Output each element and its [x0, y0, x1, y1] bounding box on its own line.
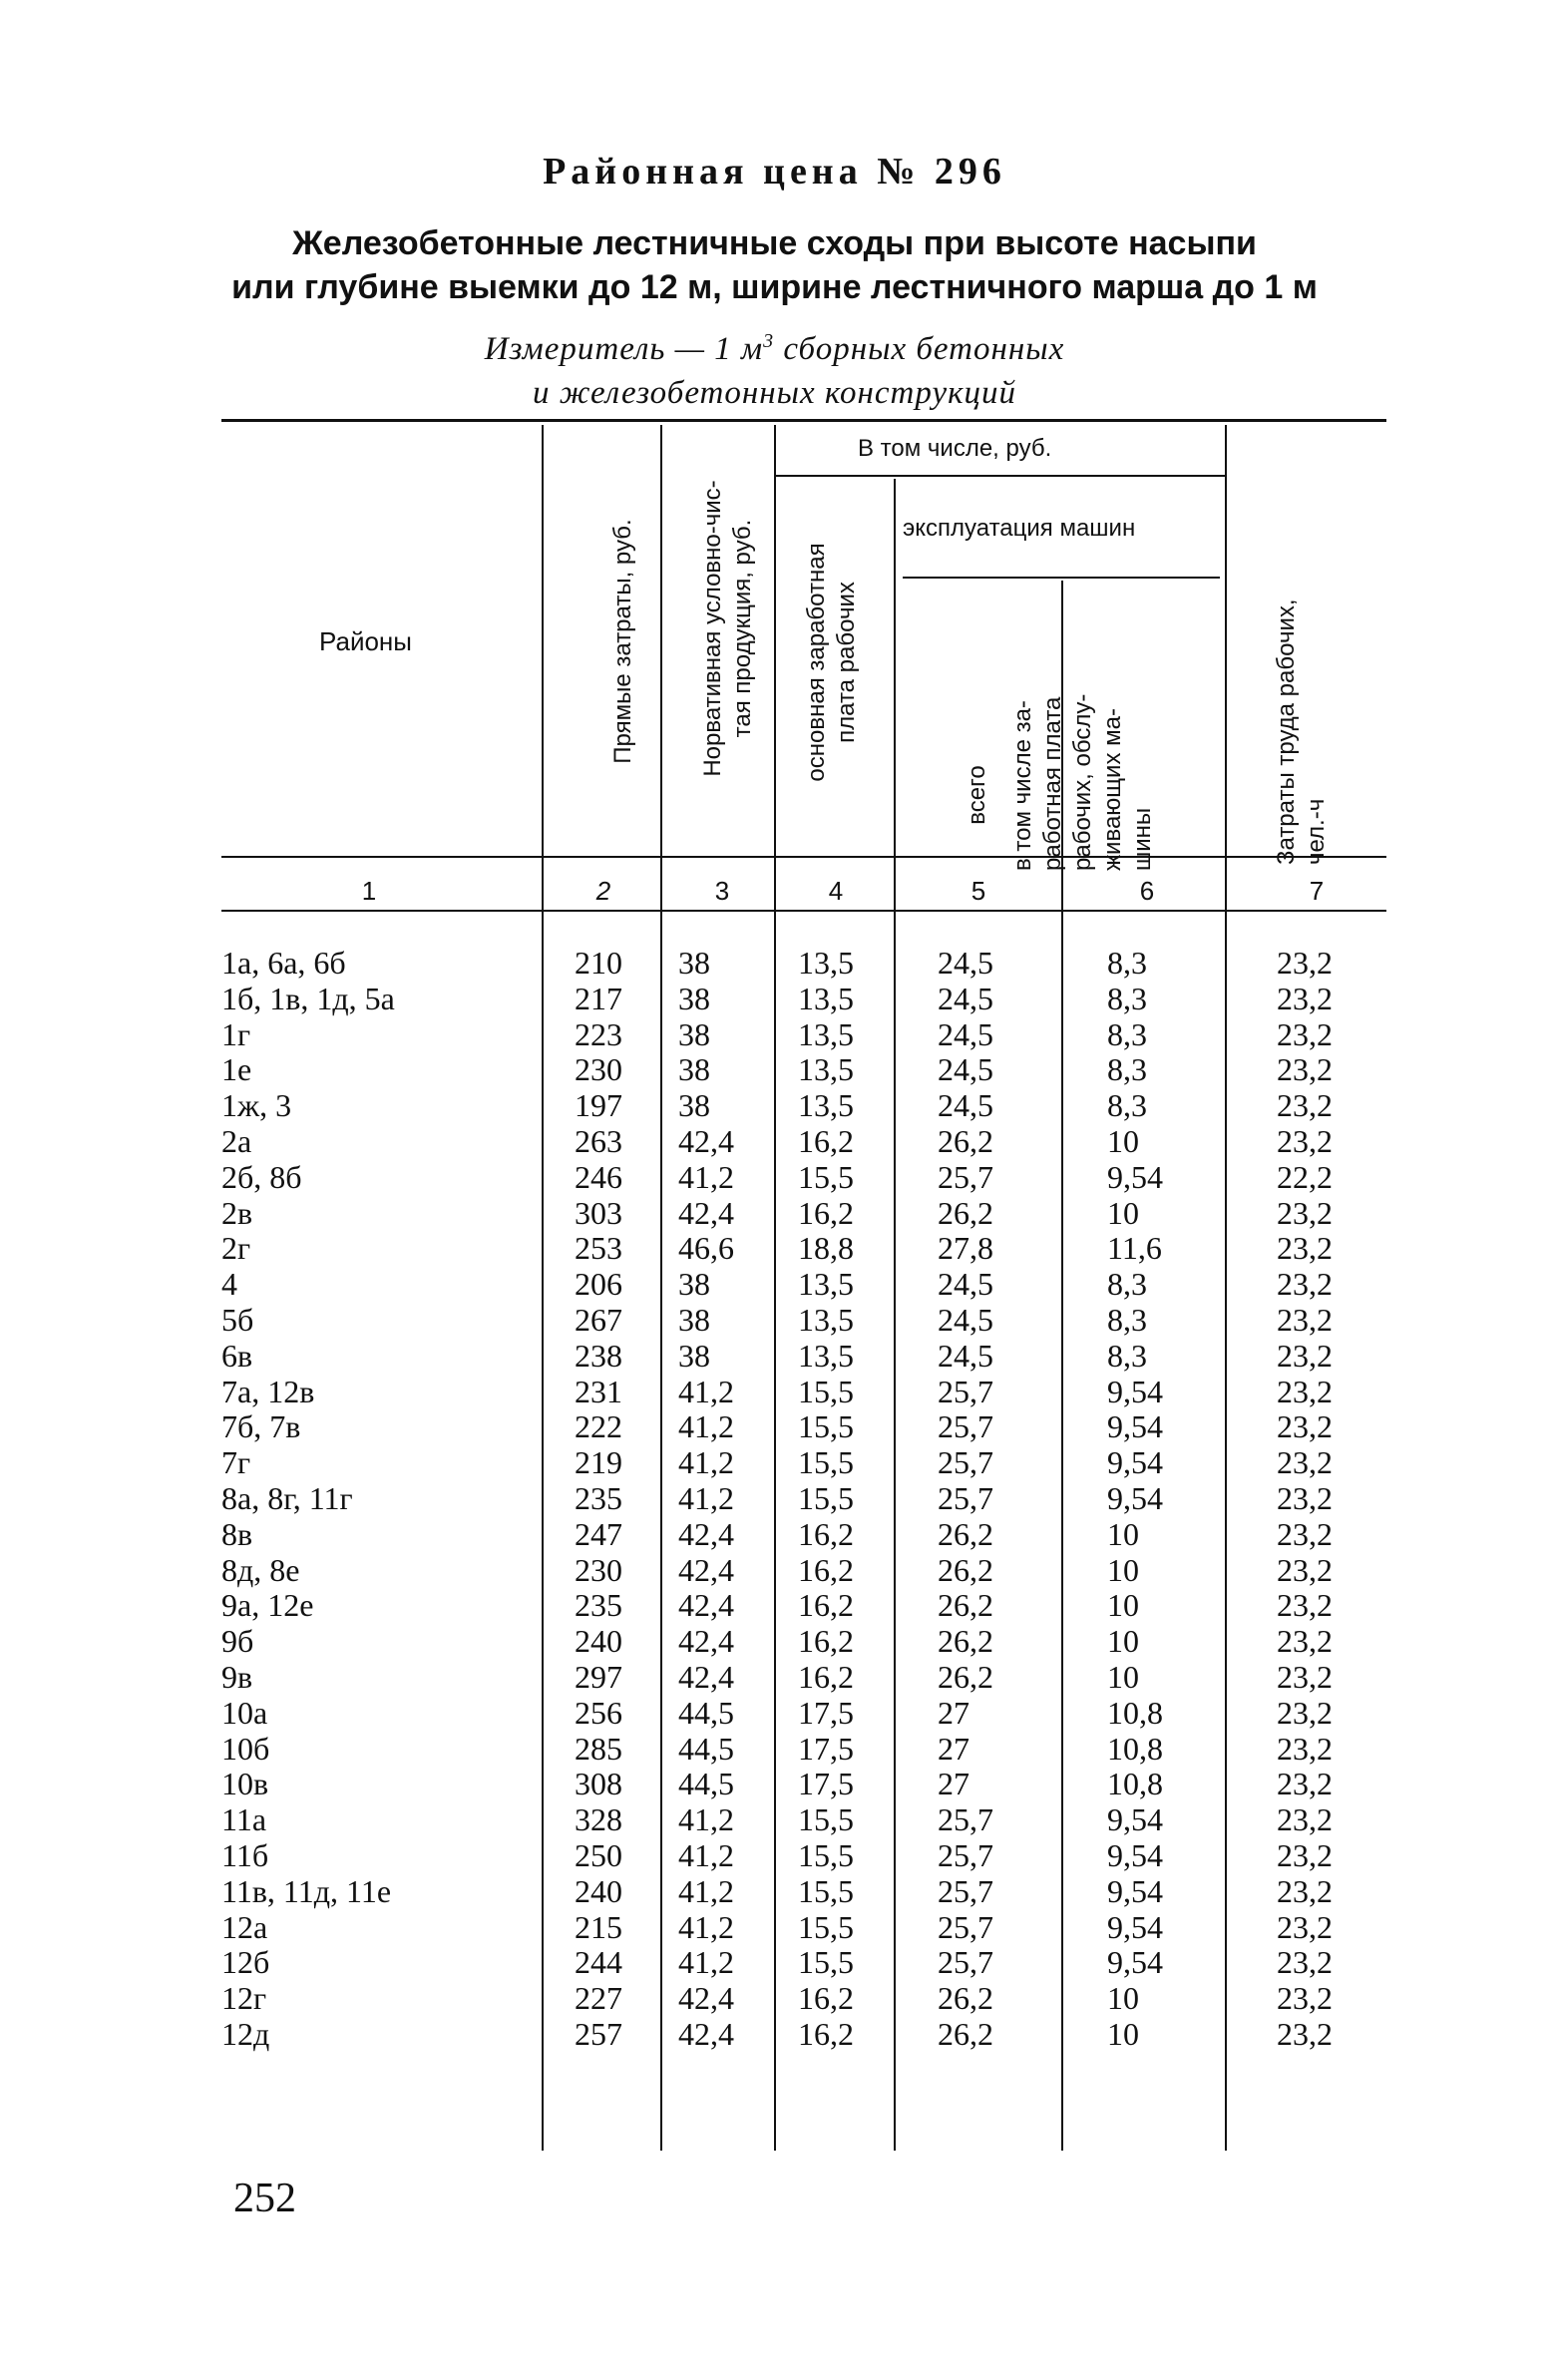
column-number: 4: [828, 876, 844, 906]
header-machine-ops: эксплуатация машин: [903, 515, 1136, 542]
value-cell: 247: [575, 1515, 622, 1552]
table-row: [0, 1445, 1549, 1481]
value-cell: 10,8: [1107, 1766, 1163, 1802]
value-cell: 38: [678, 1051, 710, 1088]
value-cell: 25,7: [938, 1944, 993, 1981]
value-cell: 23,2: [1277, 1944, 1333, 1981]
value-cell: 9,54: [1107, 1836, 1163, 1873]
district-cell: 2в: [221, 1194, 253, 1231]
value-cell: 308: [575, 1766, 622, 1802]
header-base-wage-line: плата рабочих: [833, 582, 860, 743]
district-cell: 11б: [221, 1836, 269, 1873]
district-cell: 4: [221, 1266, 237, 1303]
table-row: [0, 1303, 1549, 1339]
value-cell: 38: [678, 1301, 710, 1338]
district-cell: 1а, 6а, 6б: [221, 945, 346, 981]
value-cell: 23,2: [1277, 2015, 1333, 2052]
meter-superscript: 3: [763, 330, 775, 352]
value-cell: 13,5: [798, 945, 854, 981]
district-cell: 12г: [221, 1980, 267, 2017]
table-row: [0, 946, 1549, 982]
value-cell: 23,2: [1277, 1730, 1333, 1767]
table-row: [0, 1553, 1549, 1589]
value-cell: 9,54: [1107, 1373, 1163, 1409]
district-cell: 12б: [221, 1944, 270, 1981]
value-cell: 22,2: [1277, 1158, 1333, 1195]
value-cell: 41,2: [678, 1908, 734, 1945]
column-number: 7: [1309, 876, 1325, 906]
district-cell: 7г: [221, 1444, 251, 1481]
value-cell: 13,5: [798, 1087, 854, 1124]
value-cell: 235: [575, 1479, 622, 1516]
value-cell: 285: [575, 1730, 622, 1767]
meter-prefix: Измеритель — 1 м: [484, 331, 764, 367]
value-cell: 23,2: [1277, 1836, 1333, 1873]
table-body: [0, 946, 1549, 2053]
header-districts: Районы: [319, 626, 412, 656]
value-cell: 23,2: [1277, 1051, 1333, 1088]
district-cell: 5б: [221, 1301, 254, 1338]
value-cell: 253: [575, 1230, 622, 1267]
value-cell: 16,2: [798, 1515, 854, 1552]
value-cell: 23,2: [1277, 1087, 1333, 1124]
table-row: [0, 1017, 1549, 1053]
header-labor-line: чел.-ч: [1303, 798, 1330, 865]
district-cell: 11в, 11д, 11е: [221, 1872, 392, 1909]
table-row: [0, 1838, 1549, 1874]
value-cell: 15,5: [798, 1836, 854, 1873]
header-base-wage-line: основная заработная: [803, 543, 830, 782]
value-cell: 24,5: [938, 1266, 993, 1303]
column-number: 6: [1139, 876, 1155, 906]
value-cell: 230: [575, 1051, 622, 1088]
value-cell: 16,2: [798, 1980, 854, 2017]
value-cell: 9,54: [1107, 1479, 1163, 1516]
value-cell: 15,5: [798, 1479, 854, 1516]
value-cell: 206: [575, 1266, 622, 1303]
district-cell: 1б, 1в, 1д, 5а: [221, 980, 395, 1016]
value-cell: 244: [575, 1944, 622, 1981]
value-cell: 23,2: [1277, 1980, 1333, 2017]
value-cell: 23,2: [1277, 1337, 1333, 1374]
value-cell: 44,5: [678, 1730, 734, 1767]
page-title: Районная цена № 296: [543, 151, 1006, 193]
value-cell: 23,2: [1277, 1515, 1333, 1552]
header-incl-wage-line: рабочих, обслу-: [1069, 693, 1096, 871]
table-row: [0, 1874, 1549, 1910]
value-cell: 15,5: [798, 1158, 854, 1195]
value-cell: 13,5: [798, 1015, 854, 1052]
value-cell: 238: [575, 1337, 622, 1374]
value-cell: 15,5: [798, 1408, 854, 1445]
header-bottom-rule: [221, 856, 1386, 858]
value-cell: 10: [1107, 1623, 1139, 1660]
value-cell: 38: [678, 945, 710, 981]
value-cell: 38: [678, 1266, 710, 1303]
value-cell: 11,6: [1107, 1230, 1162, 1267]
value-cell: 41,2: [678, 1944, 734, 1981]
table-row: [0, 1910, 1549, 1946]
table-row: [0, 1088, 1549, 1124]
value-cell: 15,5: [798, 1444, 854, 1481]
value-cell: 10: [1107, 1551, 1139, 1588]
value-cell: 240: [575, 1872, 622, 1909]
machine-ops-underline: [903, 577, 1220, 579]
table-top-rule: [221, 419, 1386, 422]
column-number: 3: [714, 876, 730, 906]
table-row: [0, 1660, 1549, 1696]
value-cell: 25,7: [938, 1158, 993, 1195]
value-cell: 41,2: [678, 1801, 734, 1838]
value-cell: 23,2: [1277, 1444, 1333, 1481]
value-cell: 10: [1107, 1515, 1139, 1552]
header-normative-line: тая продукция, руб.: [729, 519, 756, 738]
value-cell: 9,54: [1107, 1801, 1163, 1838]
district-cell: 6в: [221, 1337, 253, 1374]
value-cell: 25,7: [938, 1479, 993, 1516]
value-cell: 42,4: [678, 1122, 734, 1159]
table-row: [0, 1339, 1549, 1375]
table-row: [0, 1267, 1549, 1303]
value-cell: 8,3: [1107, 1301, 1147, 1338]
value-cell: 26,2: [938, 1623, 993, 1660]
value-cell: 246: [575, 1158, 622, 1195]
value-cell: 13,5: [798, 1301, 854, 1338]
value-cell: 197: [575, 1087, 622, 1124]
table-row: [0, 1196, 1549, 1232]
value-cell: 23,2: [1277, 1479, 1333, 1516]
value-cell: 10: [1107, 1587, 1139, 1624]
district-cell: 10а: [221, 1694, 268, 1731]
table-row: [0, 1588, 1549, 1624]
value-cell: 23,2: [1277, 1694, 1333, 1731]
value-cell: 15,5: [798, 1872, 854, 1909]
district-cell: 8а, 8г, 11г: [221, 1479, 353, 1516]
value-cell: 26,2: [938, 1122, 993, 1159]
value-cell: 223: [575, 1015, 622, 1052]
value-cell: 230: [575, 1551, 622, 1588]
value-cell: 16,2: [798, 1587, 854, 1624]
subtitle-line: Железобетонные лестничные сходы при высоте насыпи: [292, 224, 1257, 262]
column-number: 1: [361, 876, 377, 906]
value-cell: 23,2: [1277, 1766, 1333, 1802]
value-cell: 23,2: [1277, 1658, 1333, 1695]
value-cell: 215: [575, 1908, 622, 1945]
value-cell: 23,2: [1277, 945, 1333, 981]
value-cell: 38: [678, 1087, 710, 1124]
value-cell: 8,3: [1107, 1051, 1147, 1088]
value-cell: 23,2: [1277, 1194, 1333, 1231]
value-cell: 267: [575, 1301, 622, 1338]
table-row: [0, 1945, 1549, 1981]
value-cell: 10: [1107, 1658, 1139, 1695]
value-cell: 24,5: [938, 1087, 993, 1124]
district-cell: 2г: [221, 1230, 251, 1267]
value-cell: 41,2: [678, 1872, 734, 1909]
district-cell: 10в: [221, 1766, 269, 1802]
value-cell: 17,5: [798, 1694, 854, 1731]
value-cell: 16,2: [798, 1194, 854, 1231]
value-cell: 16,2: [798, 1551, 854, 1588]
district-cell: 8д, 8е: [221, 1551, 300, 1588]
value-cell: 27: [938, 1694, 969, 1731]
value-cell: 15,5: [798, 1373, 854, 1409]
value-cell: 26,2: [938, 1658, 993, 1695]
header-incl-wage-line: в том числе за-: [1009, 700, 1036, 871]
value-cell: 26,2: [938, 1515, 993, 1552]
value-cell: 257: [575, 2015, 622, 2052]
value-cell: 9,54: [1107, 1408, 1163, 1445]
value-cell: 23,2: [1277, 980, 1333, 1016]
value-cell: 26,2: [938, 1980, 993, 2017]
value-cell: 23,2: [1277, 1623, 1333, 1660]
value-cell: 25,7: [938, 1444, 993, 1481]
table-row: [0, 1802, 1549, 1838]
value-cell: 41,2: [678, 1444, 734, 1481]
district-cell: 12а: [221, 1908, 268, 1945]
table-row: [0, 2017, 1549, 2053]
colnum-bottom-rule: [221, 910, 1386, 912]
value-cell: 23,2: [1277, 1122, 1333, 1159]
page-subtitle: [0, 221, 1549, 309]
value-cell: 9,54: [1107, 1158, 1163, 1195]
value-cell: 24,5: [938, 1051, 993, 1088]
value-cell: 16,2: [798, 1122, 854, 1159]
value-cell: 8,3: [1107, 1337, 1147, 1374]
header-incl-wage-line: живающих ма-: [1099, 708, 1126, 871]
subtitle-line: или глубине выемки до 12 м, ширине лестничного марша до 1 м: [231, 268, 1318, 306]
value-cell: 9,54: [1107, 1944, 1163, 1981]
value-cell: 18,8: [798, 1230, 854, 1267]
value-cell: 44,5: [678, 1766, 734, 1802]
value-cell: 231: [575, 1373, 622, 1409]
value-cell: 38: [678, 980, 710, 1016]
including-underline: [774, 475, 1225, 477]
value-cell: 27: [938, 1730, 969, 1767]
header-total: всего: [964, 765, 990, 825]
table-row: [0, 1124, 1549, 1160]
table-row: [0, 982, 1549, 1017]
value-cell: 328: [575, 1801, 622, 1838]
value-cell: 26,2: [938, 1194, 993, 1231]
meter-rest: сборных бетонных: [774, 331, 1065, 367]
value-cell: 15,5: [798, 1908, 854, 1945]
value-cell: 16,2: [798, 2015, 854, 2052]
district-cell: 8в: [221, 1515, 253, 1552]
value-cell: 15,5: [798, 1801, 854, 1838]
value-cell: 23,2: [1277, 1587, 1333, 1624]
district-cell: 11а: [221, 1801, 267, 1838]
value-cell: 10,8: [1107, 1730, 1163, 1767]
value-cell: 26,2: [938, 1551, 993, 1588]
value-cell: 42,4: [678, 1980, 734, 2017]
value-cell: 23,2: [1277, 1551, 1333, 1588]
header-base-wage: [802, 503, 862, 822]
table-row: [0, 1981, 1549, 2017]
value-cell: 10,8: [1107, 1694, 1163, 1731]
meter-line: и железобетонных конструкций: [532, 375, 1017, 411]
value-cell: 24,5: [938, 1337, 993, 1374]
value-cell: 17,5: [798, 1766, 854, 1802]
value-cell: 42,4: [678, 2015, 734, 2052]
value-cell: 10: [1107, 1980, 1139, 2017]
value-cell: 15,5: [798, 1944, 854, 1981]
header-normative: [698, 439, 758, 818]
district-cell: 9в: [221, 1658, 253, 1695]
district-cell: 12д: [221, 2015, 270, 2052]
value-cell: 10: [1107, 1194, 1139, 1231]
value-cell: 23,2: [1277, 1373, 1333, 1409]
value-cell: 23,2: [1277, 1801, 1333, 1838]
value-cell: 9,54: [1107, 1908, 1163, 1945]
table-row: [0, 1732, 1549, 1768]
column-number: 5: [970, 876, 986, 906]
value-cell: 25,7: [938, 1801, 993, 1838]
value-cell: 42,4: [678, 1551, 734, 1588]
value-cell: 26,2: [938, 1587, 993, 1624]
value-cell: 41,2: [678, 1158, 734, 1195]
value-cell: 17,5: [798, 1730, 854, 1767]
value-cell: 23,2: [1277, 1015, 1333, 1052]
value-cell: 13,5: [798, 980, 854, 1016]
district-cell: 7а, 12в: [221, 1373, 315, 1409]
value-cell: 42,4: [678, 1587, 734, 1624]
value-cell: 41,2: [678, 1836, 734, 1873]
value-cell: 8,3: [1107, 1266, 1147, 1303]
value-cell: 44,5: [678, 1694, 734, 1731]
value-cell: 250: [575, 1836, 622, 1873]
value-cell: 9,54: [1107, 1872, 1163, 1909]
value-cell: 24,5: [938, 1015, 993, 1052]
table-row: [0, 1517, 1549, 1553]
value-cell: 222: [575, 1408, 622, 1445]
value-cell: 8,3: [1107, 945, 1147, 981]
value-cell: 24,5: [938, 1301, 993, 1338]
value-cell: 38: [678, 1337, 710, 1374]
header-labor: [1272, 496, 1332, 865]
column-number: 2: [595, 876, 611, 906]
value-cell: 25,7: [938, 1373, 993, 1409]
header-incl-wage-line: шины: [1129, 807, 1156, 871]
table-row: [0, 1767, 1549, 1802]
value-cell: 240: [575, 1623, 622, 1660]
table-row: [0, 1696, 1549, 1732]
district-cell: 1г: [221, 1015, 251, 1052]
value-cell: 297: [575, 1658, 622, 1695]
value-cell: 41,2: [678, 1479, 734, 1516]
value-cell: 42,4: [678, 1194, 734, 1231]
meter-line: [0, 319, 1549, 371]
value-cell: 8,3: [1107, 1015, 1147, 1052]
district-cell: 2а: [221, 1122, 252, 1159]
value-cell: 16,2: [798, 1658, 854, 1695]
table-row: [0, 1375, 1549, 1410]
value-cell: 13,5: [798, 1266, 854, 1303]
value-cell: 219: [575, 1444, 622, 1481]
value-cell: 13,5: [798, 1337, 854, 1374]
header-direct-costs: Прямые затраты, руб.: [609, 519, 636, 764]
table-row: [0, 1231, 1549, 1267]
value-cell: 23,2: [1277, 1301, 1333, 1338]
value-cell: 42,4: [678, 1623, 734, 1660]
table-row: [0, 1409, 1549, 1445]
district-cell: 7б, 7в: [221, 1408, 301, 1445]
value-cell: 303: [575, 1194, 622, 1231]
value-cell: 41,2: [678, 1408, 734, 1445]
value-cell: 10: [1107, 2015, 1139, 2052]
table-row: [0, 1624, 1549, 1660]
value-cell: 217: [575, 980, 622, 1016]
value-cell: 23,2: [1277, 1408, 1333, 1445]
value-cell: 9,54: [1107, 1444, 1163, 1481]
value-cell: 23,2: [1277, 1266, 1333, 1303]
measurement-unit: [0, 319, 1549, 415]
value-cell: 263: [575, 1122, 622, 1159]
district-cell: 2б, 8б: [221, 1158, 302, 1195]
value-cell: 10: [1107, 1122, 1139, 1159]
value-cell: 23,2: [1277, 1872, 1333, 1909]
value-cell: 23,2: [1277, 1908, 1333, 1945]
header-including: В том числе, руб.: [858, 435, 1052, 462]
value-cell: 25,7: [938, 1872, 993, 1909]
value-cell: 16,2: [798, 1623, 854, 1660]
value-cell: 26,2: [938, 2015, 993, 2052]
district-cell: 1е: [221, 1051, 252, 1088]
page-number: 252: [233, 2176, 296, 2221]
value-cell: 38: [678, 1015, 710, 1052]
value-cell: 23,2: [1277, 1230, 1333, 1267]
header-normative-line: Норвативная условно-чис-: [699, 480, 726, 777]
value-cell: 42,4: [678, 1515, 734, 1552]
table-row: [0, 1052, 1549, 1088]
value-cell: 24,5: [938, 980, 993, 1016]
value-cell: 41,2: [678, 1373, 734, 1409]
district-cell: 9б: [221, 1623, 254, 1660]
value-cell: 227: [575, 1980, 622, 2017]
table-row: [0, 1160, 1549, 1196]
value-cell: 27,8: [938, 1230, 993, 1267]
header-incl-wage-line: работная плата: [1039, 696, 1066, 871]
header-labor-line: Затраты труда рабочих,: [1273, 598, 1300, 865]
value-cell: 235: [575, 1587, 622, 1624]
value-cell: 13,5: [798, 1051, 854, 1088]
district-cell: 1ж, 3: [221, 1087, 292, 1124]
value-cell: 42,4: [678, 1658, 734, 1695]
value-cell: 25,7: [938, 1836, 993, 1873]
value-cell: 25,7: [938, 1908, 993, 1945]
value-cell: 256: [575, 1694, 622, 1731]
table-row: [0, 1481, 1549, 1517]
value-cell: 24,5: [938, 945, 993, 981]
district-cell: 10б: [221, 1730, 270, 1767]
value-cell: 210: [575, 945, 622, 981]
value-cell: 8,3: [1107, 1087, 1147, 1124]
district-cell: 9а, 12е: [221, 1587, 314, 1624]
value-cell: 46,6: [678, 1230, 734, 1267]
value-cell: 8,3: [1107, 980, 1147, 1016]
value-cell: 25,7: [938, 1408, 993, 1445]
header-incl-wage: [1008, 611, 1158, 871]
value-cell: 27: [938, 1766, 969, 1802]
